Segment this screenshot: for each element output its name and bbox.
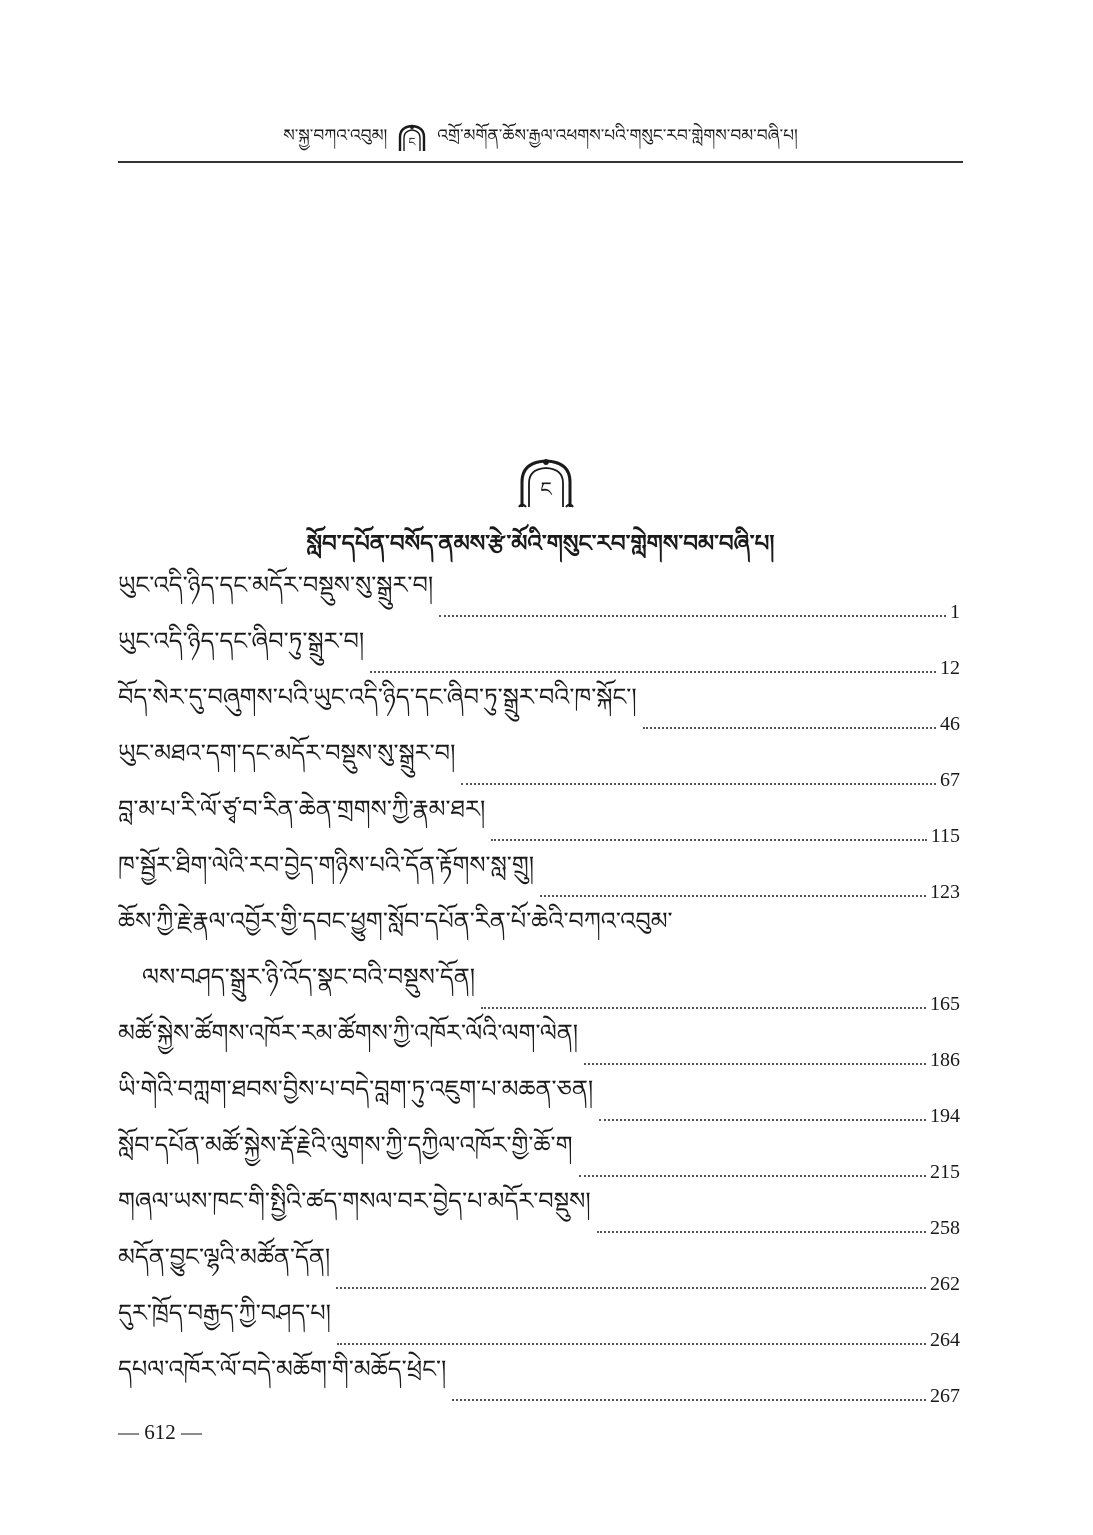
volume-ornament-letter: ང — [540, 477, 552, 501]
header-rule — [118, 161, 963, 163]
toc-entry-page: 115 — [930, 825, 960, 847]
dot-leader — [491, 839, 926, 841]
dot-leader — [461, 783, 936, 785]
dot-leader — [599, 1119, 926, 1121]
toc-entry-page: 1 — [950, 601, 960, 623]
toc-entry-page: 194 — [930, 1105, 960, 1127]
dot-leader — [584, 1063, 926, 1065]
header-ornament-letter: ང — [408, 134, 416, 149]
toc-entry-title: དུར་ཁྲོད་བརྒྱད་ཀྱི་བཤད་པ། — [118, 1299, 331, 1327]
toc-entry-title: ཡི་གེའི་བཀླག་ཐབས་བྱིས་པ་བདེ་བླག་ཏུ་འཇུག་པ་མཆན་ཅན། — [118, 1075, 594, 1103]
dot-leader — [439, 615, 946, 617]
toc-entry-title: ཡུང་འདི་ཉིད་དང་མདོར་བསྡུས་སུ་སྒྲུར་བ། — [118, 571, 434, 599]
toc-entry-page: 186 — [930, 1049, 960, 1071]
toc-entry-title: མདོན་བྱུང་ལྷའི་མཚོན་དོན། — [118, 1243, 331, 1271]
dot-leader — [597, 1231, 926, 1233]
toc-entry-page: 267 — [930, 1385, 960, 1407]
toc-entry-title: སློབ་དཔོན་མཚོ་སྐྱེས་རྡོ་རྗེའི་ལུགས་ཀྱི་དཀྱིལ་འཁོར་གྱི་ཆོ་ག — [118, 1131, 573, 1159]
toc-entry-title: བླ་མ་པ་རི་ལོ་ཙྭ་བ་རིན་ཆེན་གྲགས་ཀྱི་རྣམ་ཐར། — [118, 795, 486, 823]
header-volume-title: འགྲོ་མགོན་ཆོས་རྒྱལ་འཕགས་པའི་གསུང་རབ་གླེགས་བམ་བཞི་པ། — [437, 126, 798, 146]
toc-entry-title: ཆོས་ཀྱི་རྗེ་རྣལ་འབྱོར་གྱི་དབང་ཕྱུག་སློབ་དཔོན་རིན་པོ་ཆེའི་བཀའ་འབུམ་ — [118, 907, 673, 935]
toc-entry-title: ཡུང་མཐའ་དག་དང་མདོར་བསྡུས་སུ་སྒྲུར་བ། — [118, 739, 456, 767]
dot-leader — [643, 727, 936, 729]
toc-entry-page: 264 — [930, 1329, 960, 1351]
dot-leader — [336, 1287, 926, 1289]
toc-entry-page: 12 — [940, 657, 960, 679]
toc-entry-page: 262 — [930, 1273, 960, 1295]
dot-leader — [452, 1399, 926, 1401]
toc-entry-page: 67 — [940, 769, 960, 791]
toc-entry-title: ཁ་སྦྱོར་ཐིག་ལེའི་རབ་བྱེད་གཉིས་པའི་དོན་རྟོགས་སླ་གྲུ། — [118, 851, 535, 879]
arch-ornament-icon — [397, 124, 427, 157]
toc-entry-page: 215 — [930, 1161, 960, 1183]
dot-leader — [579, 1175, 927, 1177]
toc-entry[interactable] — [118, 1354, 960, 1410]
toc-entry-title: དཔལ་འཁོར་ལོ་བདེ་མཆོག་གི་མཆོད་ཕྲེང་། — [118, 1355, 447, 1383]
page-number: — 612 — — [118, 1420, 202, 1444]
toc-entry-page: 123 — [930, 881, 960, 903]
toc-title: སློབ་དཔོན་བསོད་ནམས་རྩེ་མོའི་གསུང་རབ་གླེགས་བམ་བཞི་པ། — [306, 530, 775, 557]
running-head — [118, 118, 963, 162]
toc-entry-title: བོད་སེར་དུ་བཞུགས་པའི་ཡུང་འདི་ཉིད་དང་ཞིབ་ཏུ་སྒྲུར་བའི་ཁ་སྐོང་། — [118, 683, 637, 711]
toc-entry-title: ཡུང་འདི་ཉིད་དང་ཞིབ་ཏུ་སྒྲུར་བ། — [118, 627, 365, 655]
table-of-contents — [118, 570, 960, 1410]
toc-entry-title: གཞལ་ཡས་ཁང་གི་སྤྱིའི་ཚད་གསལ་བར་བྱེད་པ་མདོར་བསྡུས། — [118, 1187, 591, 1215]
toc-entry-title: མཚོ་སྐྱེས་ཚོགས་འཁོར་རམ་ཚོགས་ཀྱི་འཁོར་ལོའི་ལག་ལེན། — [118, 1019, 579, 1047]
toc-entry-page: 165 — [930, 993, 960, 1015]
volume-ornament-icon — [516, 458, 576, 508]
toc-entry-page: 258 — [930, 1217, 960, 1239]
toc-entry-title: ལས་བཤད་སྒྲུར་ཉི་འོད་སྣང་བའི་བསྡུས་དོན། — [142, 963, 476, 991]
toc-entry-page: 46 — [940, 713, 960, 735]
header-collection-title: ས་སྐྱ་བཀའ་འབུམ། — [283, 126, 388, 146]
